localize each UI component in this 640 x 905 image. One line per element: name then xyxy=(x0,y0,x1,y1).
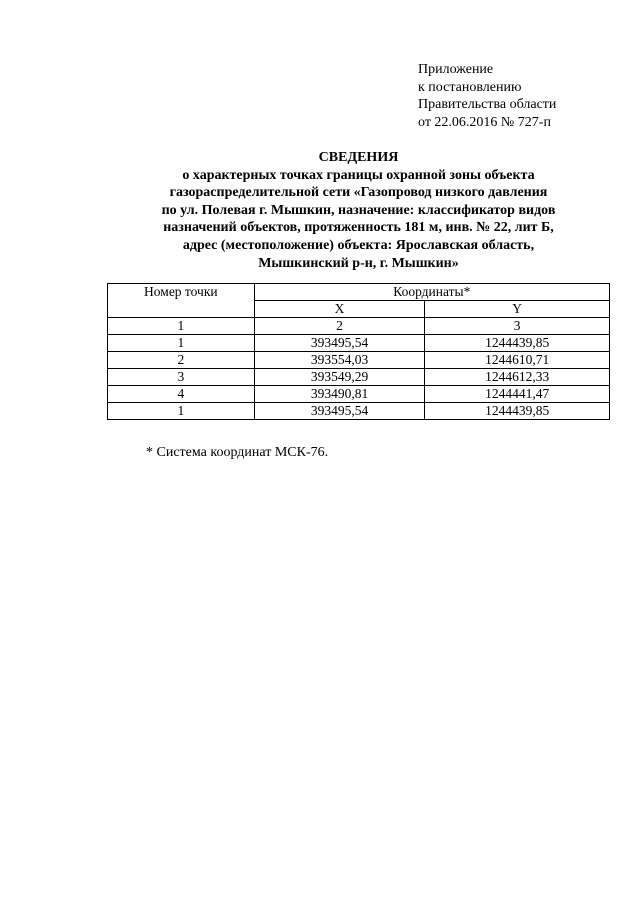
appendix-line: от 22.06.2016 № 727-п xyxy=(418,114,551,130)
y-cell: 1244610,71 xyxy=(425,352,610,369)
header-y: Y xyxy=(425,301,610,318)
y-cell: 1244439,85 xyxy=(425,403,610,420)
table-header-row xyxy=(108,284,610,301)
header-x: X xyxy=(254,301,425,318)
appendix-line: Правительства области xyxy=(418,97,557,112)
point-cell: 3 xyxy=(108,369,255,386)
point-cell: 1 xyxy=(108,403,255,420)
y-cell: 1244439,85 xyxy=(425,335,610,352)
table-numbering-row xyxy=(108,318,610,335)
table-row xyxy=(108,369,610,386)
header-point-number: Номер точки xyxy=(108,284,255,318)
table-row xyxy=(108,386,610,403)
y-cell: 1244612,33 xyxy=(425,369,610,386)
title-heading: СВЕДЕНИЯ xyxy=(318,150,399,165)
title-line: о характерных точках границы охранной зоны объекта xyxy=(182,167,535,183)
title-line: по ул. Полевая г. Мышкин, назначение: классификатор видов xyxy=(161,202,556,218)
appendix-line: Приложение xyxy=(418,62,494,77)
header-coordinates: Координаты* xyxy=(254,284,609,301)
point-cell: 4 xyxy=(108,386,255,403)
title-line: газораспределительной сети «Газопровод низкого давления xyxy=(169,185,548,201)
numbering-cell: 1 xyxy=(108,318,255,335)
point-cell: 2 xyxy=(108,352,255,369)
coordinates-table xyxy=(107,283,610,420)
x-cell: 393549,29 xyxy=(254,369,425,386)
title-line: адрес (местоположение) объекта: Ярославская область, xyxy=(182,237,535,253)
x-cell: 393554,03 xyxy=(254,352,425,369)
table-row xyxy=(108,403,610,420)
numbering-cell: 2 xyxy=(254,318,425,335)
point-cell: 1 xyxy=(108,335,255,352)
appendix-line: к постановлению xyxy=(418,79,522,95)
title-line: Мышкинский р-н, г. Мышкин» xyxy=(258,255,459,271)
footnote: * Система координат МСК-76. xyxy=(146,445,329,460)
table-row xyxy=(108,352,610,369)
table-row xyxy=(108,335,610,352)
title-line: назначений объектов, протяженность 181 м, инв. № 22, лит Б, xyxy=(163,220,554,236)
document-title xyxy=(100,149,617,272)
y-cell: 1244441,47 xyxy=(425,386,610,403)
numbering-cell: 3 xyxy=(425,318,610,335)
x-cell: 393495,54 xyxy=(254,335,425,352)
x-cell: 393490,81 xyxy=(254,386,425,403)
appendix-block xyxy=(418,61,556,131)
x-cell: 393495,54 xyxy=(254,403,425,420)
